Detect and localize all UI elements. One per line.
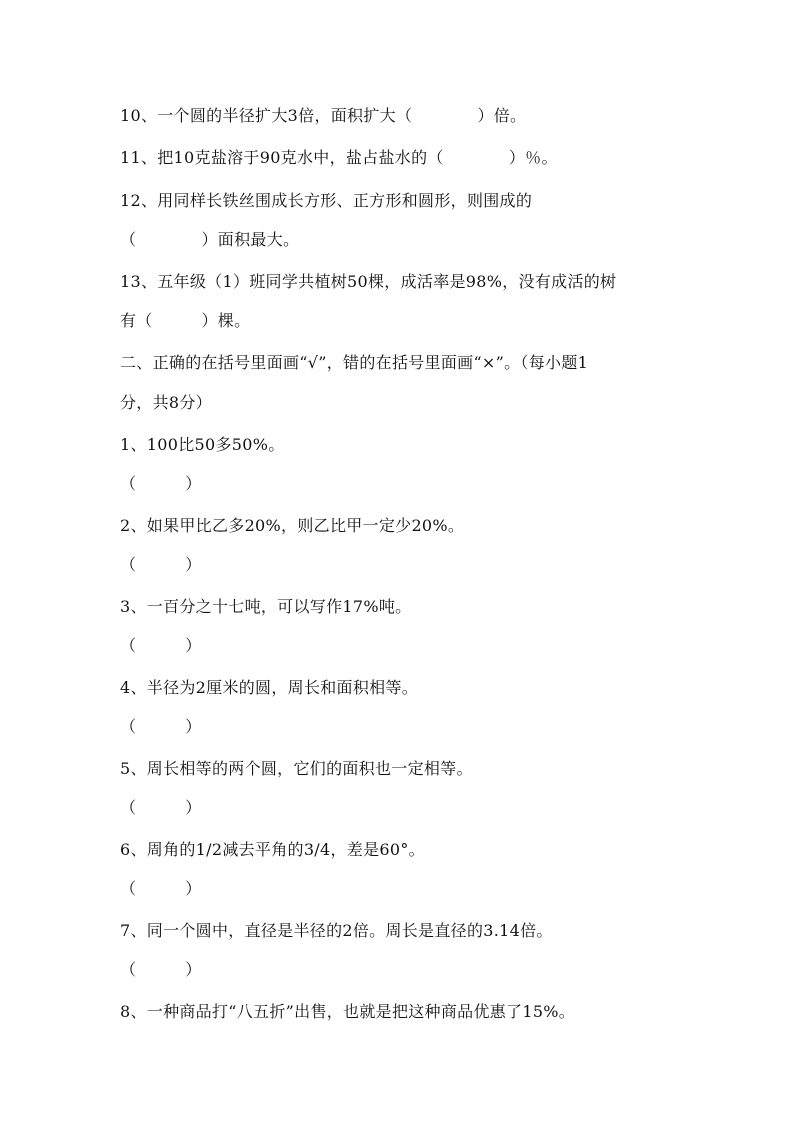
question-11: 11、把10克盐溶于90克水中，盐占盐水的（ ）％。 [120,148,558,167]
judge-answer-1: （ ） [120,474,202,493]
section-two-heading-line-1: 二、正确的在括号里面画“√”，错的在括号里面画“×”。（每小题1 [120,353,589,372]
judge-answer-4: （ ） [120,717,202,736]
judge-answer-6: （ ） [120,879,202,898]
judge-item-3: 3、一百分之十七吨，可以写作17%吨。 [120,597,412,616]
question-13-line-2: 有（ ）棵。 [120,311,251,330]
question-10: 10、一个圆的半径扩大3倍，面积扩大（ ）倍。 [120,106,527,125]
judge-item-5: 5、周长相等的两个圆，它们的面积也一定相等。 [120,759,473,778]
judge-item-6: 6、周角的1/2减去平角的3/4，差是60°。 [120,840,425,859]
judge-answer-5: （ ） [120,798,202,817]
judge-item-4: 4、半径为2厘米的圆，周长和面积相等。 [120,678,419,697]
judge-item-8: 8、一种商品打“八五折”出售，也就是把这种商品优惠了15%。 [120,1002,576,1021]
judge-answer-3: （ ） [120,636,202,655]
section-two-heading-line-2: 分，共8分） [120,393,212,412]
judge-item-1: 1、100比50多50%。 [120,435,285,454]
question-12-line-1: 12、用同样长铁丝围成长方形、正方形和圆形，则围成的 [120,191,533,210]
question-12-line-2: （ ）面积最大。 [120,230,300,249]
judge-item-7: 7、同一个圆中，直径是半径的2倍。周长是直径的3.14倍。 [120,921,553,940]
question-13-line-1: 13、五年级（1）班同学共植树50棵，成活率是98%，没有成活的树 [120,272,617,291]
judge-item-2: 2、如果甲比乙多20%，则乙比甲一定少20%。 [120,516,465,535]
judge-answer-2: （ ） [120,555,202,574]
judge-answer-7: （ ） [120,960,202,979]
